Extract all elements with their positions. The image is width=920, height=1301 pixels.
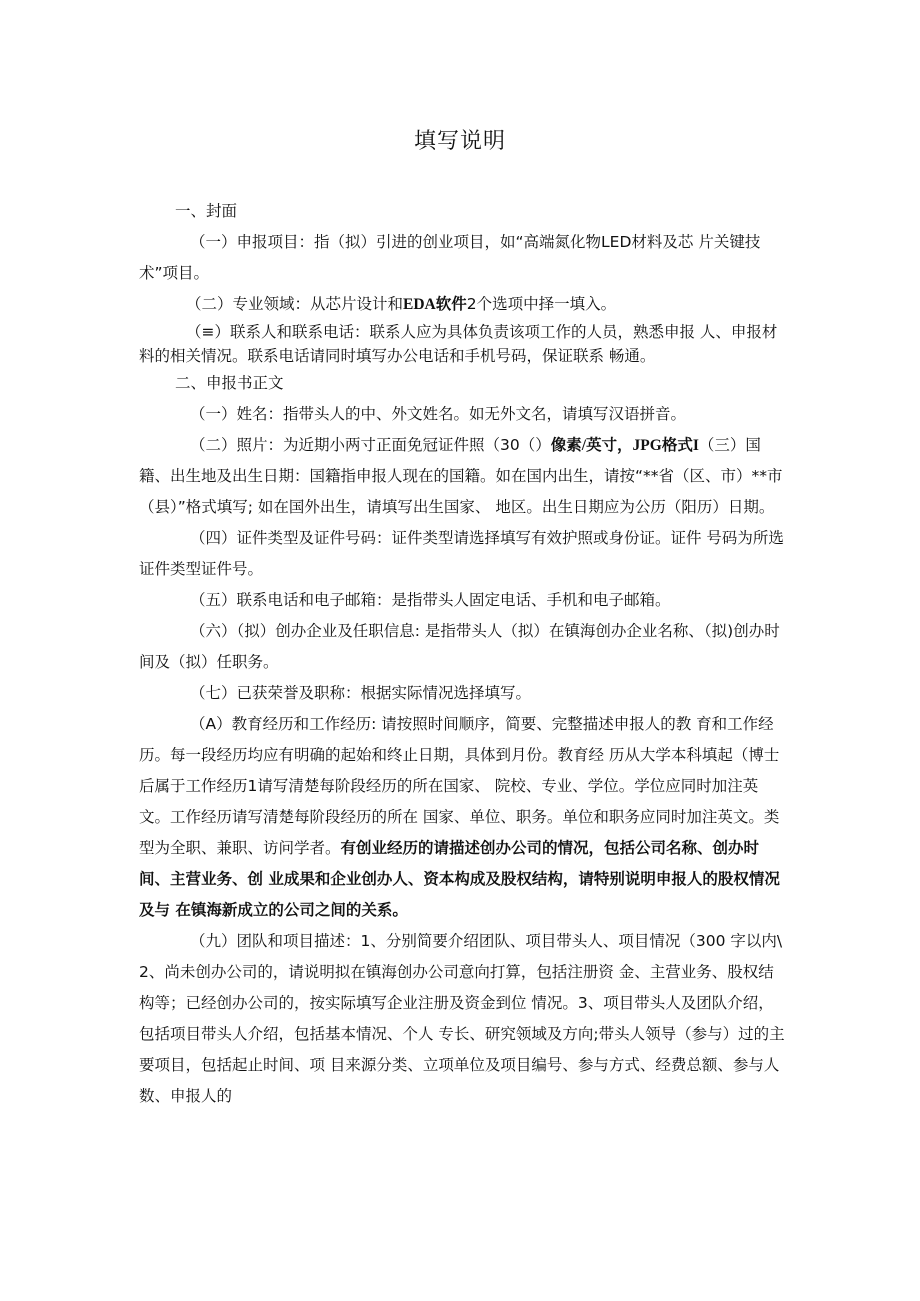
document-body bbox=[139, 196, 789, 1112]
paragraph-team-project: （九）团队和项目描述：1、分别简要介绍团队、项目带头人、项目情况（300 字以内\ 2、尚未创办公司的，请说明拟在镇海创办公司意向打算，包括注册资 金、主营业务、股权结构等；已经创办公司的，按实际填写企业注册及资金到位 情况。3、项目带头人及团队介绍，包括项目带头人介绍，包括基本情况、个人 专长、研究领域及方向;带头人领导（参与）过的主要项目，包括起止时间、项 目来源分类、立项单位及项目编号、参与方式、经费总额、参与人数、申报人的 bbox=[139, 932, 785, 1105]
paragraph-education-work bbox=[139, 709, 789, 926]
field-text-a: （二）专业领域：从芯片设计和 bbox=[186, 295, 404, 313]
paragraph-id-type: （四）证件类型及证件号码：证件类型请选择填写有效护照或身份证。证件 号码为所选证件类型证件号。 bbox=[139, 529, 784, 578]
page-title: 填写说明 bbox=[413, 129, 506, 154]
photo-text-b: （三）国籍、出生地及出生日期：国籍指申报人现在的国籍。如在国内出生，请按“**省（区、市）**市（县）”格式填写; 如在国外出生，请填写出生国家、 地区。出生日期应为公历（阳历）日期。 bbox=[139, 436, 783, 516]
paragraph-contact: （≡）联系人和联系电话：联系人应为具体负责该项工作的人员，熟悉申报 人、申报材料的相关情况。联系电话请同时填写办公电话和手机号码，保证联系 畅通。 bbox=[139, 323, 778, 365]
paragraph-phone-email: （五）联系电话和电子邮箱：是指带头人固定电话、手机和电子邮箱。 bbox=[190, 591, 671, 609]
photo-text-a: （二）照片：为近期小两寸正面免冠证件照（30（） bbox=[190, 436, 551, 454]
field-text-bold: EDA软件 bbox=[403, 296, 467, 313]
education-text-bold: 有创业经历的请描述创办公司的情况，包括公司名称、创办时间、主营业务、创 业成果和企业创办人、资本构成及股权结构，请特别说明申报人的股权情况及与 在镇海新成立的公司之间的关系。 bbox=[139, 839, 780, 919]
paragraph-honors: （七）已获荣誉及职称：根据实际情况选择填写。 bbox=[190, 684, 532, 702]
education-text: （A）教育经历和工作经历: 请按照时间顺序，简要、完整描述申报人的教 育和工作经历。每一段经历均应有明确的起始和终止日期，具体到月份。教育经 历从大学本科填起（博士后属于工作经历1请写清楚每阶段经历的所在国家、 院校、专业、学位。学位应同时加注英文。工作经历请写清楚每阶段经历的所在 国家、单位、职务。单位和职务应同时加注英文。类型为全职、兼职、访问学者。 bbox=[139, 715, 780, 857]
field-text-b: 2个选项中择一填入。 bbox=[466, 295, 617, 313]
paragraph-project-name: （一）申报项目：指（拟）引进的创业项目，如“高端氮化物LED材料及芯 片关键技术”项目。 bbox=[139, 233, 761, 282]
paragraph-name: （一）姓名：指带头人的中、外文姓名。如无外文名，请填写汉语拼音。 bbox=[190, 405, 687, 423]
photo-text-bold: 像素/英寸，JPG格式I bbox=[550, 437, 699, 454]
section-heading-body: 二、申报书正文 bbox=[175, 374, 284, 392]
section-heading-cover: 一、封面 bbox=[175, 202, 238, 220]
paragraph-photo-nationality bbox=[139, 430, 789, 523]
paragraph-enterprise: （六）（拟）创办企业及任职信息: 是指带头人（拟）在镇海创办企业名称、（拟)创办时间及（拟）任职务。 bbox=[139, 622, 780, 671]
paragraph-professional-field bbox=[139, 289, 789, 320]
